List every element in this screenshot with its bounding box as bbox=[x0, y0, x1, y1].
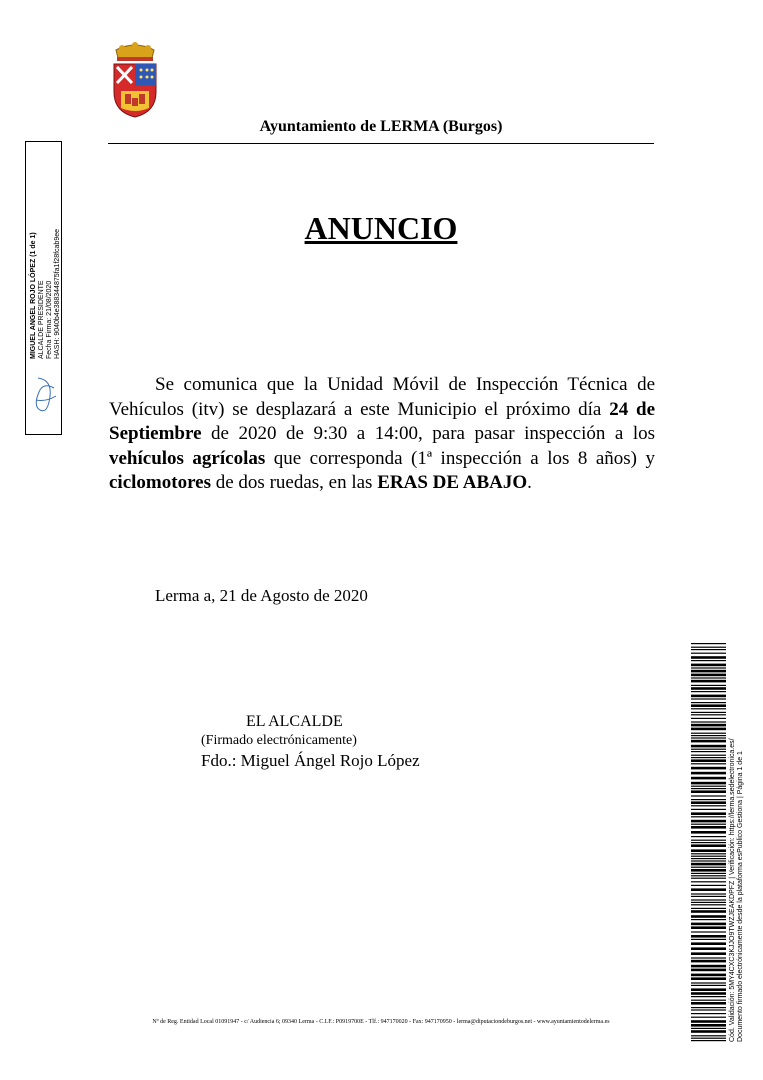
barcode-bar bbox=[691, 863, 726, 866]
barcode-bar bbox=[691, 1035, 726, 1036]
barcode-bar bbox=[691, 767, 726, 770]
barcode-bar bbox=[691, 908, 726, 909]
barcode-bar bbox=[691, 788, 726, 789]
signature-stamp-text bbox=[30, 209, 62, 359]
barcode-bar bbox=[691, 1038, 726, 1039]
barcode-bar bbox=[691, 1024, 726, 1027]
barcode-bar bbox=[691, 1013, 726, 1014]
barcode-bar bbox=[691, 820, 726, 823]
barcode-bar bbox=[691, 687, 726, 690]
barcode-bar bbox=[691, 926, 726, 929]
barcode-bar bbox=[691, 875, 726, 876]
barcode-bar bbox=[691, 849, 726, 852]
barcode-bar bbox=[691, 643, 726, 644]
barcode-bar bbox=[691, 685, 726, 686]
barcode-bar bbox=[691, 873, 726, 874]
validation-code: Cód. Validación: 5MY4CXC3KJJO9TWZJEAKDPFZ | Verificación: https://lerma.sedelectronica.es/ bbox=[729, 738, 736, 1042]
barcode-bar bbox=[691, 680, 726, 683]
barcode-bar bbox=[691, 795, 726, 796]
barcode-bar bbox=[691, 656, 726, 659]
barcode-bar bbox=[691, 714, 726, 715]
vehicle-type-agricultural: vehículos agrícolas bbox=[109, 447, 266, 469]
barcode-bar bbox=[691, 745, 726, 748]
barcode-icon bbox=[691, 643, 726, 1043]
barcode-bar bbox=[691, 939, 726, 940]
barcode-bar bbox=[691, 759, 726, 762]
barcode-bar bbox=[691, 888, 726, 891]
barcode-bar bbox=[691, 858, 726, 859]
barcode-bar bbox=[691, 667, 726, 668]
barcode-bar bbox=[691, 704, 726, 707]
barcode-bar bbox=[691, 982, 726, 983]
barcode-bar bbox=[691, 904, 726, 905]
barcode-bar bbox=[691, 695, 726, 698]
barcode-bar bbox=[691, 1040, 726, 1041]
barcode-bar bbox=[691, 718, 726, 719]
handwritten-signature-icon bbox=[30, 370, 60, 420]
barcode-bar bbox=[691, 660, 726, 661]
barcode-bar bbox=[691, 977, 726, 980]
barcode-bar bbox=[691, 885, 726, 886]
signer-title: EL ALCALDE bbox=[246, 713, 343, 730]
barcode-bar bbox=[691, 1009, 726, 1010]
barcode-bar bbox=[691, 988, 726, 991]
barcode-bar bbox=[691, 698, 726, 699]
barcode-bar bbox=[691, 893, 726, 894]
barcode-bar bbox=[691, 721, 726, 722]
coat-of-arms-logo bbox=[108, 42, 162, 120]
barcode-bar bbox=[691, 728, 726, 731]
signer-name: Fdo.: Miguel Ángel Rojo López bbox=[201, 751, 420, 770]
barcode-bar bbox=[691, 677, 726, 678]
barcode-bar bbox=[691, 1000, 726, 1001]
barcode-bar bbox=[691, 674, 726, 677]
barcode-bar bbox=[691, 860, 726, 861]
barcode-bar bbox=[691, 708, 726, 709]
body-text-part: . bbox=[527, 472, 532, 493]
barcode-bar bbox=[691, 899, 726, 900]
inspection-location: ERAS DE ABAJO bbox=[377, 472, 528, 493]
barcode-bar bbox=[691, 853, 726, 854]
announcement-body bbox=[109, 373, 655, 496]
barcode-bar bbox=[691, 992, 726, 995]
footer-contact-info: Nº de Reg. Entidad Local 01091947 - c/ Audiencia 6; 09340 Lerma - C.I.F.: P0919700E - Tlf.: 947170020 - Fax: 947170950 - lerma@diputaciondeburgos.net - www.ayuntamientodelerma.es bbox=[152, 1019, 610, 1025]
barcode-bar bbox=[691, 790, 726, 793]
barcode-bar bbox=[691, 942, 726, 945]
barcode-bar bbox=[691, 724, 726, 727]
barcode-bar bbox=[691, 856, 726, 857]
barcode-bar bbox=[691, 896, 726, 897]
body-text-part: de dos ruedas, en las bbox=[211, 472, 378, 493]
barcode-bar bbox=[691, 772, 726, 775]
barcode-bar bbox=[691, 664, 726, 667]
barcode-bar bbox=[691, 691, 726, 692]
barcode-bar bbox=[691, 881, 726, 882]
barcode-bar bbox=[691, 952, 726, 955]
barcode-bar bbox=[691, 931, 726, 932]
barcode-bar bbox=[691, 915, 726, 918]
barcode-bar bbox=[691, 969, 726, 972]
barcode-bar bbox=[691, 712, 726, 713]
barcode-bar bbox=[691, 869, 726, 872]
barcode-bar bbox=[691, 996, 726, 997]
barcode-bar bbox=[691, 1020, 726, 1023]
barcode-bar bbox=[691, 831, 726, 834]
barcode-bar bbox=[691, 740, 726, 743]
barcode-bar bbox=[691, 805, 726, 806]
barcode-bar bbox=[691, 816, 726, 817]
signer-name-stamp: MIGUEL ANGEL ROJO LÓPEZ (1 de 1) bbox=[30, 232, 37, 359]
barcode-bar bbox=[691, 824, 726, 825]
header-divider bbox=[108, 143, 654, 144]
barcode-bar bbox=[691, 799, 726, 800]
body-text-part: que corresponda (1ª inspección a los 8 años) y bbox=[265, 447, 655, 469]
barcode-bar bbox=[691, 1002, 726, 1005]
signer-role-stamp: ALCALDE PRESIDENTE bbox=[38, 280, 45, 359]
barcode-bar bbox=[691, 763, 726, 764]
barcode-bar bbox=[691, 840, 726, 841]
barcode-bar bbox=[691, 751, 726, 752]
barcode-bar bbox=[691, 777, 726, 780]
barcode-bar bbox=[691, 647, 726, 648]
municipality-header: Ayuntamiento de LERMA (Burgos) bbox=[259, 118, 503, 135]
barcode-bar bbox=[691, 733, 726, 734]
barcode-bar bbox=[691, 749, 726, 750]
barcode-bar bbox=[691, 985, 726, 986]
barcode-bar bbox=[691, 755, 726, 756]
document-title: ANUNCIO bbox=[304, 210, 458, 246]
barcode-bar bbox=[691, 1028, 726, 1029]
barcode-bar bbox=[691, 960, 726, 963]
barcode-bar bbox=[691, 737, 726, 738]
barcode-bar bbox=[691, 757, 726, 758]
barcode-bar bbox=[691, 1007, 726, 1008]
barcode-bar bbox=[691, 844, 726, 847]
body-text-part: Se comunica que la Unidad Móvil de Inspección Técnica de Vehículos (itv) se desplazará a este Municipio el próximo día bbox=[109, 374, 655, 420]
barcode-bar bbox=[691, 735, 726, 736]
barcode-bar bbox=[691, 649, 726, 650]
barcode-bar bbox=[691, 801, 726, 804]
barcode-bar bbox=[691, 974, 726, 977]
barcode-bar bbox=[691, 826, 726, 829]
platform-note: Documento firmado electrónicamente desde la plataforma esPublico Gestiona | Página 1 de 1 bbox=[737, 751, 744, 1042]
body-text-part: de 2020 de 9:30 a 14:00, para pasar inspección a los bbox=[201, 423, 655, 444]
barcode-bar bbox=[691, 653, 726, 654]
barcode-bar bbox=[691, 670, 726, 673]
barcode-bar bbox=[691, 836, 726, 837]
barcode-bar bbox=[691, 910, 726, 913]
barcode-bar bbox=[691, 782, 726, 785]
barcode-bar bbox=[691, 786, 726, 787]
signature-hash-stamp: HASH: 9040b4e388344875fa1f28fcab9ee bbox=[54, 229, 61, 359]
barcode-bar bbox=[691, 957, 726, 958]
barcode-bar bbox=[691, 702, 726, 703]
electronic-signature-note: (Firmado electrónicamente) bbox=[201, 733, 357, 748]
verification-text bbox=[729, 702, 745, 1042]
barcode-bar bbox=[691, 878, 726, 879]
place-and-date: Lerma a, 21 de Agosto de 2020 bbox=[155, 586, 368, 605]
barcode-bar bbox=[691, 902, 726, 903]
barcode-bar bbox=[691, 1030, 726, 1033]
inspection-date: 24 de Septiembre bbox=[109, 398, 655, 444]
signature-date-stamp: Fecha Firma: 21/08/2020 bbox=[46, 280, 53, 359]
vehicle-type-mopeds: ciclomotores bbox=[109, 472, 211, 493]
barcode-bar bbox=[691, 919, 726, 920]
barcode-bar bbox=[691, 842, 726, 843]
barcode-bar bbox=[691, 923, 726, 926]
barcode-bar bbox=[691, 935, 726, 938]
barcode-bar bbox=[691, 867, 726, 868]
barcode-bar bbox=[691, 947, 726, 950]
barcode-bar bbox=[691, 1017, 726, 1018]
barcode-bar bbox=[691, 812, 726, 815]
barcode-bar bbox=[691, 965, 726, 968]
barcode-bar bbox=[691, 809, 726, 810]
